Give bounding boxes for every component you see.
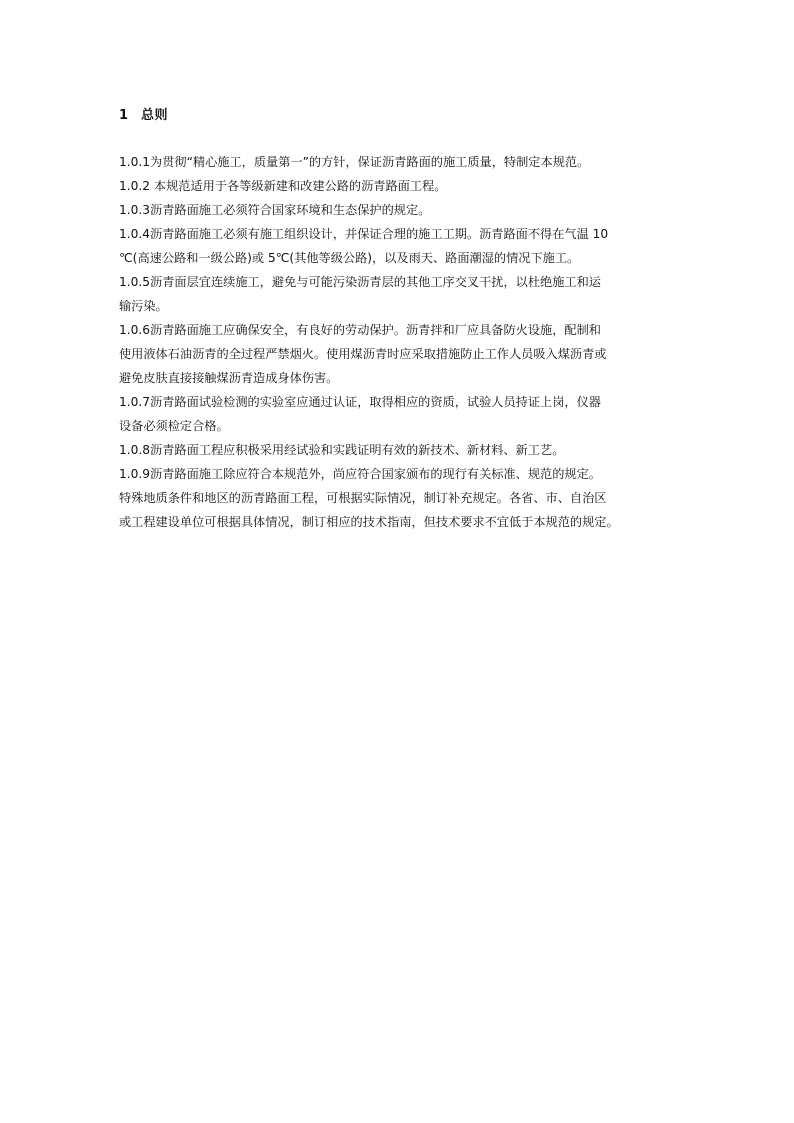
- text-line: 使用液体石油沥青的全过程严禁烟火。使用煤沥青时应采取措施防止工作人员吸入煤沥青或: [119, 347, 607, 361]
- text-line: 1.0.9沥青路面施工除应符合本规范外，尚应符合国家颁布的现行有关标准、规范的规定。: [119, 467, 601, 481]
- text-line: 1.0.8沥青路面工程应积极采用经试验和实践证明有效的新技术、新材料、新工艺。: [119, 443, 565, 457]
- text-line: ℃(高速公路和一级公路)或 5℃(其他等级公路)，以及雨天、路面潮湿的情况下施工。: [119, 251, 580, 265]
- text-line: 或工程建设单位可根据具体情况，制订相应的技术指南，但技术要求不宜低于本规范的规定。: [119, 515, 619, 529]
- text-line: 避免皮肤直接接触煤沥青造成身体伤害。: [119, 371, 339, 385]
- text-line: 1.0.2 本规范适用于各等级新建和改建公路的沥青路面工程。: [119, 179, 447, 193]
- text-line: 输污染。: [119, 299, 168, 313]
- section-body: [119, 150, 679, 534]
- section-title: 总则: [141, 108, 169, 123]
- text-line: 1.0.7沥青路面试验检测的实验室应通过认证，取得相应的资质，试验人员持证上岗，仪器: [119, 395, 601, 409]
- section-heading: [119, 104, 168, 123]
- text-line: 设备必须检定合格。: [119, 419, 229, 433]
- text-line: 特殊地质条件和地区的沥青路面工程，可根据实际情况，制订补充规定。各省、市、自治区: [119, 491, 607, 505]
- text-line: 1.0.1为贯彻“精心施工，质量第一”的方针，保证沥青路面的施工质量，特制定本规范。: [119, 155, 590, 169]
- section-number: 1: [119, 108, 129, 123]
- text-line: 1.0.3沥青路面施工必须符合国家环境和生态保护的规定。: [119, 203, 431, 217]
- text-line: 1.0.4沥青路面施工必须有施工组织设计，并保证合理的施工工期。沥青路面不得在气温 10: [119, 227, 609, 241]
- text-line: 1.0.5沥青面层宜连续施工，避免与可能污染沥青层的其他工序交叉干扰，以杜绝施工和运: [119, 275, 601, 289]
- text-line: 1.0.6沥青路面施工应确保安全，有良好的劳动保护。沥青拌和厂应具备防火设施，配制和: [119, 323, 601, 337]
